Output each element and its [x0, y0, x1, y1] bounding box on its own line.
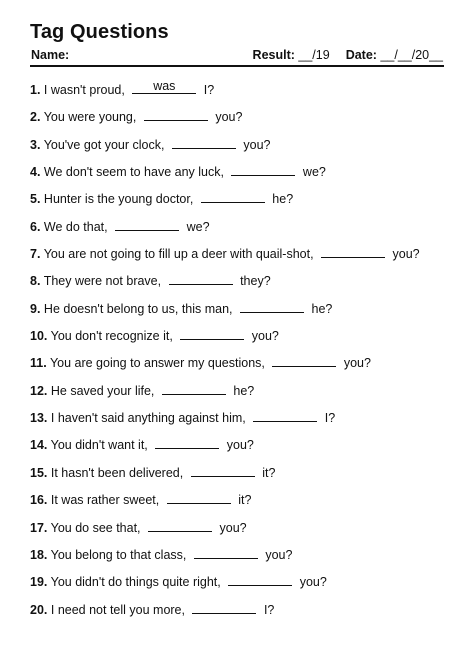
question-number: 7.: [30, 247, 41, 262]
question-item: [30, 518, 460, 545]
question-item: [30, 408, 460, 435]
question-item: [30, 244, 460, 271]
answer-blank[interactable]: [172, 135, 236, 149]
question-item: [30, 435, 460, 462]
question-number: 5.: [30, 192, 41, 207]
answer-blank[interactable]: [115, 217, 179, 231]
page-title: Tag Questions: [30, 21, 169, 43]
question-text: They were not brave,: [43, 274, 162, 289]
question-item: [30, 463, 460, 490]
question-item: [30, 299, 460, 326]
answer-blank[interactable]: [240, 299, 304, 313]
question-text: It hasn't been delivered,: [50, 465, 184, 480]
question-number: 13.: [30, 411, 48, 426]
question-tag: we?: [302, 165, 326, 180]
question-tag: he?: [233, 383, 255, 398]
answer-blank[interactable]: [162, 381, 226, 395]
header-divider: [30, 65, 444, 67]
question-text: He saved your life,: [50, 383, 155, 398]
question-number: 2.: [30, 110, 41, 125]
question-tag: you?: [265, 547, 293, 562]
question-text: You don't recognize it,: [50, 329, 173, 344]
answer-blank[interactable]: [191, 463, 255, 477]
worksheet-header: [31, 48, 443, 62]
question-number: 19.: [30, 575, 48, 590]
question-number: 16.: [30, 493, 48, 508]
question-text: It was rather sweet,: [50, 493, 160, 508]
result-label: Result:: [252, 48, 295, 62]
question-text: I wasn't proud,: [43, 83, 125, 97]
question-item: [30, 490, 460, 517]
name-label: Name:: [31, 48, 70, 62]
answer-blank[interactable]: [132, 80, 196, 94]
question-item: [30, 217, 460, 244]
question-tag: you?: [219, 520, 247, 535]
answer-blank[interactable]: [321, 244, 385, 258]
question-text: I need not tell you more,: [50, 602, 185, 617]
question-tag: he?: [311, 301, 333, 316]
question-item: [30, 271, 460, 298]
question-tag: we?: [186, 219, 210, 234]
question-number: 1.: [30, 83, 41, 97]
question-number: 18.: [30, 547, 48, 562]
question-tag: you?: [226, 438, 254, 453]
answer-blank[interactable]: [192, 600, 256, 614]
question-tag: he?: [272, 192, 294, 207]
question-text: We don't seem to have any luck,: [43, 165, 224, 180]
question-text: You belong to that class,: [50, 547, 187, 562]
question-number: 17.: [30, 520, 48, 535]
question-tag: you?: [392, 247, 420, 262]
question-number: 12.: [30, 383, 48, 398]
question-tag: I?: [324, 411, 336, 426]
question-list: [30, 80, 460, 627]
question-tag: you?: [243, 137, 271, 152]
answer-text: was: [153, 79, 176, 93]
question-text: You are not going to fill up a deer with quail-shot,: [43, 247, 314, 262]
answer-blank[interactable]: [228, 572, 292, 586]
answer-blank[interactable]: [253, 408, 317, 422]
question-number: 11.: [30, 356, 47, 371]
question-number: 8.: [30, 274, 41, 289]
question-number: 15.: [30, 465, 48, 480]
answer-blank[interactable]: [231, 162, 295, 176]
question-item: [30, 80, 460, 107]
question-item: [30, 381, 460, 408]
result-value: __/19: [298, 48, 330, 62]
date-field: [346, 48, 443, 62]
question-text: You do see that,: [50, 520, 141, 535]
question-tag: it?: [238, 493, 252, 508]
question-tag: they?: [240, 274, 271, 289]
question-item: [30, 545, 460, 572]
question-text: You are going to answer my questions,: [49, 356, 265, 371]
answer-blank[interactable]: [144, 107, 208, 121]
question-number: 9.: [30, 301, 41, 316]
question-text: You didn't want it,: [50, 438, 148, 453]
question-text: He doesn't belong to us, this man,: [43, 301, 233, 316]
result-field: [253, 48, 330, 62]
answer-blank[interactable]: [201, 189, 265, 203]
question-item: [30, 189, 460, 216]
question-text: You were young,: [43, 110, 137, 125]
answer-blank[interactable]: [155, 435, 219, 449]
question-number: 14.: [30, 438, 48, 453]
question-number: 4.: [30, 165, 41, 180]
question-text: You didn't do things quite right,: [50, 575, 221, 590]
question-tag: you?: [343, 356, 371, 371]
question-item: [30, 326, 460, 353]
date-value: __/__/20__: [380, 48, 443, 62]
question-item: [30, 572, 460, 599]
date-label: Date:: [345, 48, 377, 62]
question-item: [30, 135, 460, 162]
answer-blank[interactable]: [194, 545, 258, 559]
question-number: 6.: [30, 219, 41, 234]
question-number: 10.: [30, 329, 48, 344]
question-text: You've got your clock,: [43, 137, 165, 152]
answer-blank[interactable]: [180, 326, 244, 340]
question-tag: you?: [299, 575, 327, 590]
question-tag: it?: [262, 465, 276, 480]
question-item: [30, 162, 460, 189]
answer-blank[interactable]: [148, 518, 212, 532]
question-item: [30, 353, 460, 380]
question-tag: you?: [251, 329, 279, 344]
answer-blank[interactable]: [272, 353, 336, 367]
question-item: [30, 107, 460, 134]
question-number: 20.: [30, 602, 48, 617]
question-item: [30, 600, 460, 627]
answer-blank[interactable]: [167, 490, 231, 504]
question-text: We do that,: [43, 219, 108, 234]
question-tag: I?: [263, 602, 275, 617]
answer-blank[interactable]: [169, 271, 233, 285]
question-text: Hunter is the young doctor,: [43, 192, 194, 207]
question-number: 3.: [30, 137, 41, 152]
question-tag: you?: [215, 110, 243, 125]
question-text: I haven't said anything against him,: [50, 411, 246, 426]
question-tag: I?: [203, 83, 215, 97]
